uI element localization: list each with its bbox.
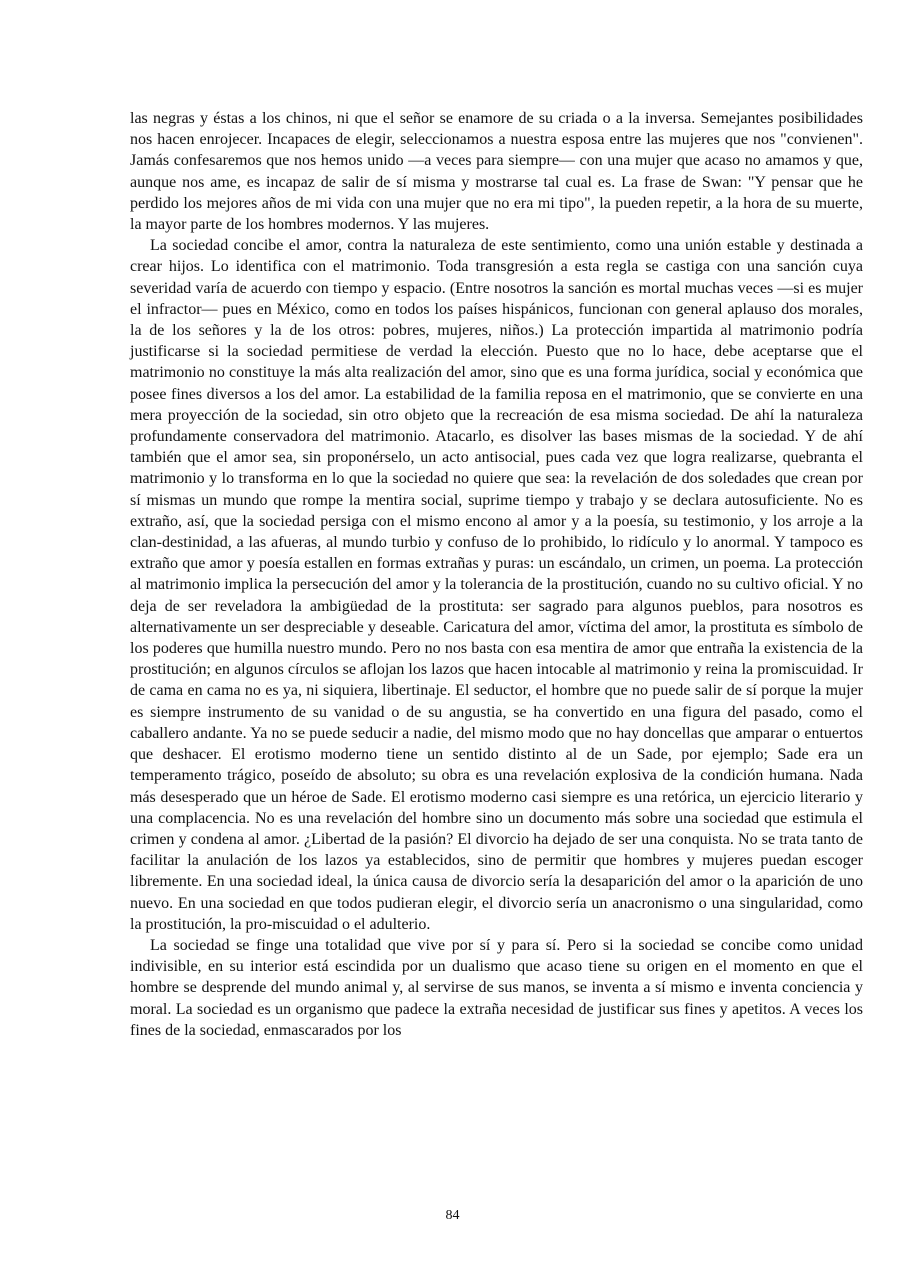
paragraph-1: las negras y éstas a los chinos, ni que el señor se enamore de su criada o a la inversa. Semejantes posibilidades nos hacen enrojecer. Incapaces de elegir, seleccionamos a nuestra esposa entre las mujeres que nos "convienen". Jamás confesaremos que nos hemos unido —a veces para siempre— con una mujer que acaso no amamos y que, aunque nos ame, es incapaz de salir de sí misma y mostrarse tal cual es. La frase de Swan: "Y pensar que he perdido los mejores años de mi vida con una mujer que no era mi tipo", la pueden repetir, a la hora de su muerte, la mayor parte de los hombres modernos. Y las mujeres. bbox=[130, 110, 863, 234]
paragraph-2: La sociedad concibe el amor, contra la naturaleza de este sentimiento, como una unión estable y destinada a crear hijos. Lo identifica con el matrimonio. Toda transgresión a esta regla se castiga con una sanción cuya severidad varía de acuerdo con tiempo y espacio. (Entre nosotros la sanción es mortal muchas veces —si es mujer el infractor— pues en México, como en todos los países hispánicos, funcionan con general aplauso dos morales, la de los señores y la de los otros: pobres, mujeres, niños.) La protección impartida al matrimonio podría justificarse si la sociedad permitiese de verdad la elección. Puesto que no lo hace, debe aceptarse que el matrimonio no constituye la más alta realización del amor, sino que es una forma jurídica, social y económica que posee fines diversos a los del amor. La estabilidad de la familia reposa en el matrimonio, que se convierte en una mera proyección de la sociedad, sin otro objeto que la recreación de esa misma sociedad. De ahí la naturaleza profundamente conservadora del matrimonio. Atacarlo, es disolver las bases mismas de la sociedad. Y de ahí también que el amor sea, sin proponérselo, un acto antisocial, pues cada vez que logra realizarse, quebranta el matrimonio y lo transforma en lo que la sociedad no quiere que sea: la revelación de dos soledades que crean por sí mismas un mundo que rompe la mentira social, suprime tiempo y trabajo y se declara autosuficiente. No es extraño, así, que la sociedad persiga con el mismo encono al amor y a la poesía, su testimonio, y los arroje a la clan-destinidad, a las afueras, al mundo turbio y confuso de lo prohibido, lo ridículo y lo anormal. Y tampoco es extraño que amor y poesía estallen en formas extrañas y puras: un escándalo, un crimen, un poema. La protección al matrimonio implica la persecución del amor y la tolerancia de la prostitución, cuando no su cultivo oficial. Y no deja de ser reveladora la ambigüedad de la prostituta: ser sagrado para algunos pueblos, para nosotros es alternativamente un ser despreciable y deseable. Caricatura del amor, víctima del amor, la prostituta es símbolo de los poderes que humilla nuestro mundo. Pero no nos basta con esa mentira de amor que entraña la existencia de la prostitución; en algunos círculos se aflojan los lazos que hacen intocable al matrimonio y reina la promiscuidad. Ir de cama en cama no es ya, ni siquiera, libertinaje. El seductor, el hombre que no puede salir de sí porque la mujer es siempre instrumento de su vanidad o de su angustia, se ha convertido en una figura del pasado, como el caballero andante. Ya no se puede seducir a nadie, del mismo modo que no hay doncellas que amparar o entuertos que deshacer. El erotismo moderno tiene un sentido distinto al de un Sade, por ejemplo; Sade era un temperamento trágico, poseído de absoluto; su obra es una revelación explosiva de la condición humana. Nada más desesperado que un héroe de Sade. El erotismo moderno casi siempre es una retórica, un ejercicio literario y una complacencia. No es una revelación del hombre sino un documento más sobre una sociedad que estimula el crimen y condena al amor. ¿Libertad de la pasión? El divorcio ha dejado de ser una conquista. No se trata tanto de facilitar la anulación de los lazos ya establecidos, sino de permitir que hombres y mujeres puedan escoger libremente. En una sociedad ideal, la única causa de divorcio sería la desaparición del amor o la aparición de uno nuevo. En una sociedad en que todos pudieran elegir, el divorcio sería un anacronismo o una singularidad, como la prostitución, la pro-miscuidad o el adulterio. bbox=[130, 237, 863, 933]
paragraph-3: La sociedad se finge una totalidad que vive por sí y para sí. Pero si la sociedad se concibe como unidad indivisible, en su interior está escindida por un dualismo que acaso tiene su origen en el momento en que el hombre se desprende del mundo animal y, al servirse de sus manos, se inventa a sí mismo e inventa conciencia y moral. La sociedad es un organismo que padece la extraña necesidad de justificar sus fines y apetitos. A veces los fines de la sociedad, enmascarados por los bbox=[130, 936, 863, 1039]
page-number: 84 bbox=[445, 1208, 460, 1223]
body-text bbox=[130, 108, 863, 1041]
